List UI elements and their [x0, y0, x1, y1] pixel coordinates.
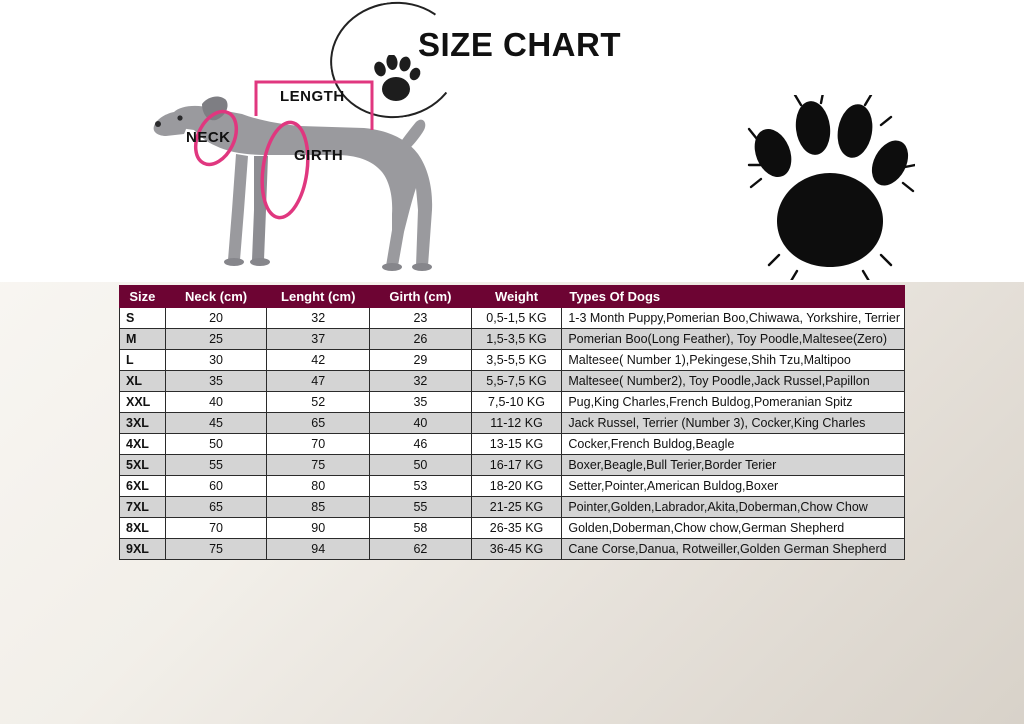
cell-weight: 3,5-5,5 KG: [471, 350, 562, 371]
cell-weight: 5,5-7,5 KG: [471, 371, 562, 392]
cell-neck: 60: [165, 476, 267, 497]
cell-types: Pointer,Golden,Labrador,Akita,Doberman,Chow Chow: [562, 497, 905, 518]
table-row: [120, 350, 905, 371]
cell-neck: 35: [165, 371, 267, 392]
column-header-size: Size: [120, 286, 166, 308]
cell-types: Cocker,French Buldog,Beagle: [562, 434, 905, 455]
paw-print-icon: [745, 95, 915, 280]
cell-girth: 46: [370, 434, 472, 455]
cell-neck: 45: [165, 413, 267, 434]
cell-girth: 35: [370, 392, 472, 413]
cell-length: 52: [267, 392, 370, 413]
cell-neck: 55: [165, 455, 267, 476]
cell-weight: 16-17 KG: [471, 455, 562, 476]
cell-length: 75: [267, 455, 370, 476]
cell-length: 37: [267, 329, 370, 350]
cell-length: 80: [267, 476, 370, 497]
cell-types: Maltesee( Number 1),Pekingese,Shih Tzu,Maltipoo: [562, 350, 905, 371]
cell-size: S: [120, 308, 166, 329]
size-chart-table-wrapper: [119, 285, 905, 560]
cell-girth: 50: [370, 455, 472, 476]
label-girth: GIRTH: [294, 147, 344, 164]
cell-size: XL: [120, 371, 166, 392]
column-header-girth: Girth (cm): [370, 286, 472, 308]
cell-size: 5XL: [120, 455, 166, 476]
cell-size: 3XL: [120, 413, 166, 434]
cell-size: 7XL: [120, 497, 166, 518]
column-header-length: Lenght (cm): [267, 286, 370, 308]
column-header-neck: Neck (cm): [165, 286, 267, 308]
cell-types: Cane Corse,Danua, Rotweiller,Golden German Shepherd: [562, 539, 905, 560]
cell-types: Pug,King Charles,French Buldog,Pomeranian Spitz: [562, 392, 905, 413]
cell-size: 6XL: [120, 476, 166, 497]
cell-size: 9XL: [120, 539, 166, 560]
cell-length: 70: [267, 434, 370, 455]
cell-types: 1-3 Month Puppy,Pomerian Boo,Chiwawa, Yorkshire, Terrier: [562, 308, 905, 329]
cell-size: 8XL: [120, 518, 166, 539]
table-row: [120, 518, 905, 539]
cell-neck: 20: [165, 308, 267, 329]
cell-types: Setter,Pointer,American Buldog,Boxer: [562, 476, 905, 497]
cell-girth: 40: [370, 413, 472, 434]
cell-weight: 1,5-3,5 KG: [471, 329, 562, 350]
table-header-row: [120, 286, 905, 308]
table-row: [120, 434, 905, 455]
table-body: [120, 308, 905, 560]
table-row: [120, 413, 905, 434]
label-length: LENGTH: [280, 88, 345, 105]
cell-weight: 36-45 KG: [471, 539, 562, 560]
cell-girth: 62: [370, 539, 472, 560]
cell-weight: 18-20 KG: [471, 476, 562, 497]
cell-weight: 11-12 KG: [471, 413, 562, 434]
table-row: [120, 392, 905, 413]
column-header-types: Types Of Dogs: [562, 286, 905, 308]
cell-size: 4XL: [120, 434, 166, 455]
cell-neck: 70: [165, 518, 267, 539]
cell-girth: 29: [370, 350, 472, 371]
size-chart-table: [119, 285, 905, 560]
cell-weight: 13-15 KG: [471, 434, 562, 455]
cell-length: 90: [267, 518, 370, 539]
cell-size: XXL: [120, 392, 166, 413]
cell-neck: 50: [165, 434, 267, 455]
table-header: [120, 286, 905, 308]
cell-types: Pomerian Boo(Long Feather), Toy Poodle,Maltesee(Zero): [562, 329, 905, 350]
label-neck: NECK: [186, 129, 231, 146]
cell-size: L: [120, 350, 166, 371]
column-header-weight: Weight: [471, 286, 562, 308]
cell-girth: 58: [370, 518, 472, 539]
cell-types: Maltesee( Number2), Toy Poodle,Jack Russel,Papillon: [562, 371, 905, 392]
table-row: [120, 329, 905, 350]
cell-size: M: [120, 329, 166, 350]
table-row: [120, 497, 905, 518]
table-row: [120, 308, 905, 329]
cell-neck: 30: [165, 350, 267, 371]
dog-illustration: [150, 60, 440, 280]
cell-neck: 65: [165, 497, 267, 518]
table-row: [120, 539, 905, 560]
table-row: [120, 476, 905, 497]
table-row: [120, 455, 905, 476]
cell-weight: 0,5-1,5 KG: [471, 308, 562, 329]
table-row: [120, 371, 905, 392]
cell-length: 32: [267, 308, 370, 329]
cell-girth: 23: [370, 308, 472, 329]
cell-weight: 7,5-10 KG: [471, 392, 562, 413]
cell-weight: 26-35 KG: [471, 518, 562, 539]
cell-types: Boxer,Beagle,Bull Terier,Border Terier: [562, 455, 905, 476]
cell-girth: 26: [370, 329, 472, 350]
cell-girth: 32: [370, 371, 472, 392]
cell-length: 47: [267, 371, 370, 392]
cell-girth: 53: [370, 476, 472, 497]
page-title: SIZE CHART: [418, 26, 621, 63]
cell-neck: 25: [165, 329, 267, 350]
cell-neck: 75: [165, 539, 267, 560]
cell-types: Golden,Doberman,Chow chow,German Shepherd: [562, 518, 905, 539]
cell-length: 94: [267, 539, 370, 560]
cell-neck: 40: [165, 392, 267, 413]
cell-length: 85: [267, 497, 370, 518]
cell-length: 42: [267, 350, 370, 371]
cell-girth: 55: [370, 497, 472, 518]
cell-types: Jack Russel, Terrier (Number 3), Cocker,King Charles: [562, 413, 905, 434]
cell-weight: 21-25 KG: [471, 497, 562, 518]
cell-length: 65: [267, 413, 370, 434]
